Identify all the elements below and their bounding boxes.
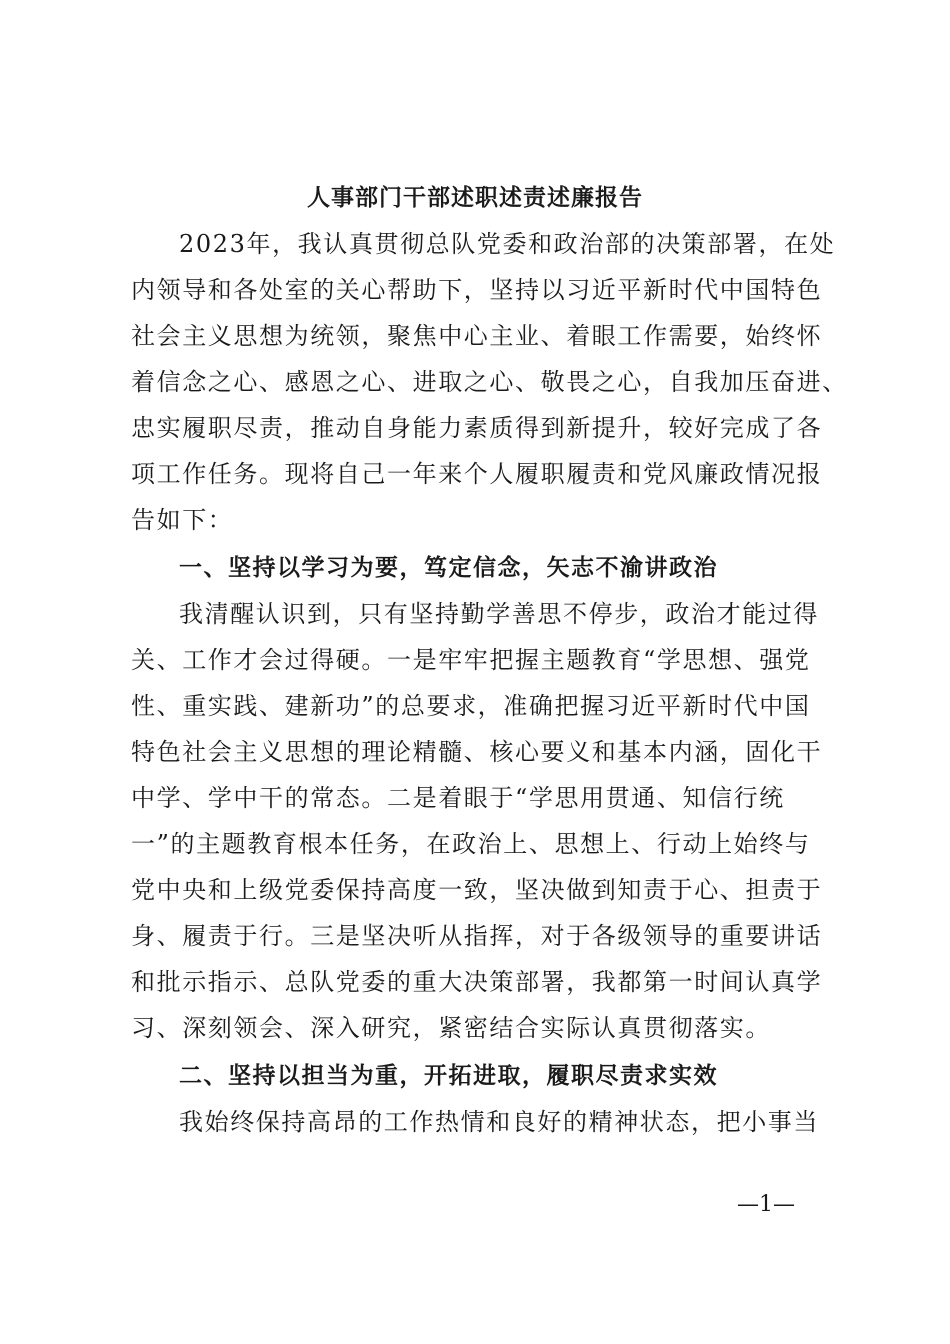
intro-line: 忠实履职尽责，推动自身能力素质得到新提升，较好完成了各 (131, 414, 823, 442)
section1-line: 和批示指示、总队党委的重大决策部署，我都第一时间认真学 (131, 968, 823, 996)
section-heading-1: 一、坚持以学习为要，笃定信念，矢志不渝讲政治 (179, 555, 718, 581)
section1-line: 一”的主题教育根本任务，在政治上、思想上、行动上始终与 (131, 830, 811, 858)
intro-line: 着信念之心、感恩之心、进取之心、敬畏之心，自我加压奋进、 (131, 368, 848, 396)
section1-line: 党中央和上级党委保持高度一致，坚决做到知责于心、担责于 (131, 876, 823, 904)
document-title: 人事部门干部述职述责述廉报告 (307, 184, 643, 211)
section1-line: 身、履责于行。三是坚决听从指挥，对于各级领导的重要讲话 (131, 922, 823, 950)
section1-line: 习、深刻领会、深入研究，紧密结合实际认真贯彻落实。 (131, 1014, 771, 1042)
section1-line: 我清醒认识到，只有坚持勤学善思不停步，政治才能过得 (179, 600, 819, 628)
section1-line: 关、工作才会过得硬。一是牢牢把握主题教育“学思想、强党 (131, 646, 811, 674)
page-number: —1— (737, 1192, 795, 1217)
intro-line: 社会主义思想为统领，聚焦中心主业、着眼工作需要，始终怀 (131, 322, 823, 350)
intro-line: 2023年，我认真贯彻总队党委和政治部的决策部署，在处 (179, 230, 836, 258)
section1-line: 中学、学中干的常态。二是着眼于“学思用贯通、知信行统 (131, 784, 785, 812)
section-heading-2: 二、坚持以担当为重，开拓进取，履职尽责求实效 (179, 1063, 718, 1089)
section2-line: 我始终保持高昂的工作热情和良好的精神状态，把小事当 (179, 1108, 819, 1136)
section1-line: 性、重实践、建新功”的总要求，准确把握习近平新时代中国 (131, 692, 811, 720)
section1-line: 特色社会主义思想的理论精髓、核心要义和基本内涵，固化干 (131, 738, 823, 766)
intro-line: 内领导和各处室的关心帮助下，坚持以习近平新时代中国特色 (131, 276, 823, 304)
intro-line: 告如下： (131, 506, 234, 534)
intro-line: 项工作任务。现将自己一年来个人履职履责和党风廉政情况报 (131, 460, 823, 488)
